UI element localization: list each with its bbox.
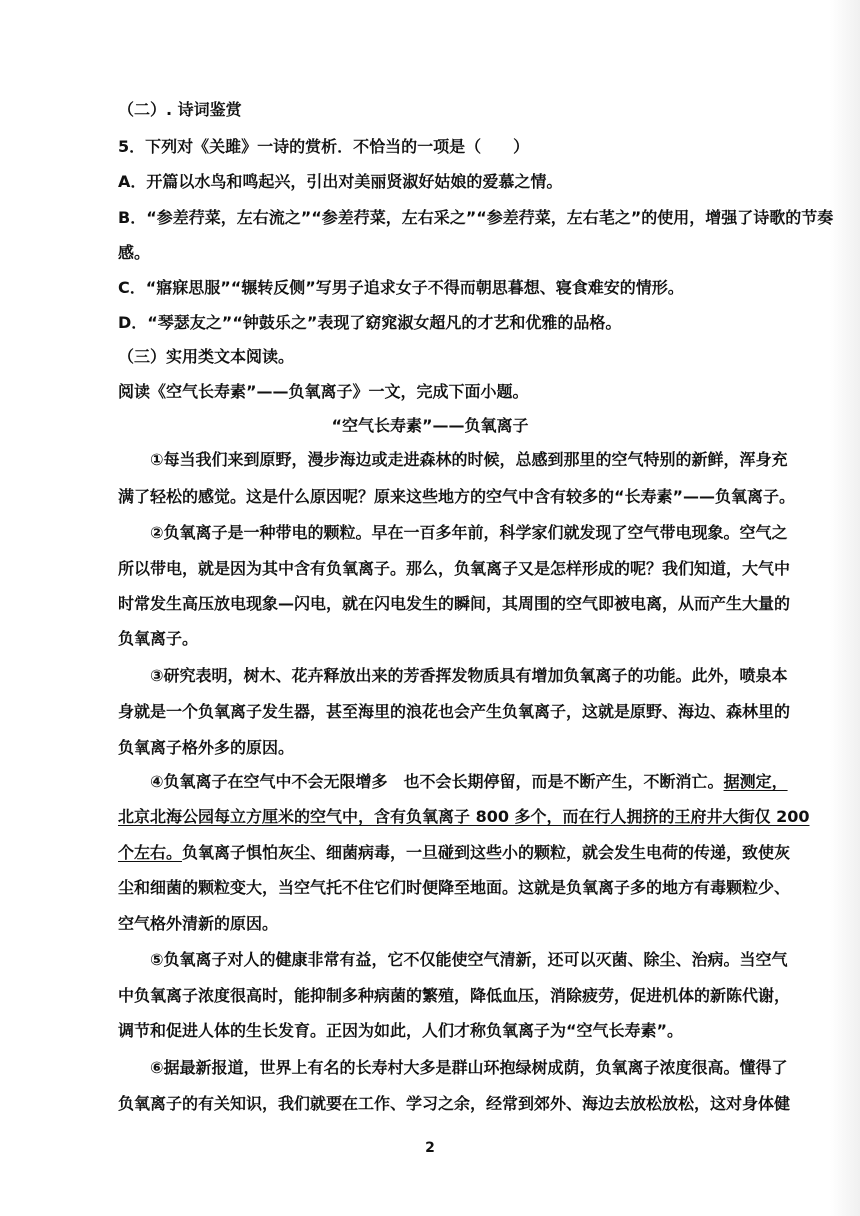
paragraph-4-line3: [118, 843, 790, 863]
question-5-stem: 5．下列对《关雎》一诗的赏析．不恰当的一项是（ ）: [118, 137, 530, 156]
paragraph-1-line2: 满了轻松的感觉。这是什么原因呢？原来这些地方的空气中含有较多的“长寿素”——负氧离子。: [118, 487, 796, 506]
section-heading-poetry: （二）. 诗词鉴赏: [118, 100, 242, 119]
paragraph-5-line3: 调节和促进人体的生长发育。正因为如此，人们才称负氧离子为“空气长寿素”。: [118, 1021, 684, 1040]
paragraph-4-text: ④负氧离子在空气中不会无限增多 也不会长期停留，而是不断产生，不断消亡。: [150, 772, 724, 791]
paragraph-2-line3: 时常发生高压放电现象—闪电，就在闪电发生的瞬间，其周围的空气即被电离，从而产生大量的: [118, 594, 791, 613]
page-number: 2: [425, 1140, 435, 1156]
article-title: “空气长寿素”——负氧离子: [331, 416, 529, 435]
paragraph-4-line1: [150, 772, 788, 792]
paragraph-3-line1: ③研究表明，树木、花卉释放出来的芳香挥发物质具有增加负氧离子的功能。此外，喷泉本: [150, 666, 788, 685]
underlined-text: 据测定，: [723, 772, 788, 791]
section-heading-practical: （三）实用类文本阅读。: [118, 347, 295, 366]
option-c: C．“寤寐思服”“辗转反侧”写男子追求女子不得而朝思暮想、寝食难安的情形。: [118, 278, 684, 297]
paragraph-2-line4: 负氧离子。: [118, 629, 199, 648]
paragraph-4-line2-underlined: 北京北海公园每立方厘米的空气中，含有负氧离子 800 多个，而在行人拥挤的王府井大街仅 200: [118, 807, 810, 826]
paragraph-2-line1: ②负氧离子是一种带电的颗粒。早在一百多年前，科学家们就发现了空气带电现象。空气之: [150, 523, 788, 542]
paragraph-4-line4: 尘和细菌的颗粒变大，当空气托不住它们时便降至地面。这就是负氧离子多的地方有毒颗粒少、: [118, 878, 791, 897]
option-d: D．“琴瑟友之”“钟鼓乐之”表现了窈窕淑女超凡的才艺和优雅的品格。: [118, 313, 622, 332]
underlined-text: 个左右。: [118, 843, 183, 862]
paragraph-5-line2: 中负氧离子浓度很高时，能抑制多种病菌的繁殖，降低血压，消除疲劳，促进机体的新陈代谢，: [118, 986, 791, 1005]
paragraph-4-line5: 空气格外清新的原因。: [118, 914, 279, 933]
reading-instruction: 阅读《空气长寿素”——负氧离子》一文，完成下面小题。: [118, 382, 529, 401]
paragraph-5-line1: ⑤负氧离子对人的健康非常有益，它不仅能使空气清新，还可以灭菌、除尘、治病。当空气: [150, 950, 788, 969]
paragraph-3-line2: 身就是一个负氧离子发生器，甚至海里的浪花也会产生负氧离子，这就是原野、海边、森林里的: [118, 702, 791, 721]
paragraph-4-text: 负氧离子惧怕灰尘、细菌病毒，一旦碰到这些小的颗粒，就会发生电荷的传递，致使灰: [182, 843, 791, 862]
page-edge-shadow: [830, 0, 860, 1216]
option-b-line2: 感。: [118, 243, 151, 262]
option-a: A．开篇以水鸟和鸣起兴，引出对美丽贤淑好姑娘的爱慕之情。: [118, 172, 563, 191]
paragraph-6-line2: 负氧离子的有关知识，我们就要在工作、学习之余，经常到郊外、海边去放松放松，这对身体健: [118, 1094, 791, 1113]
paragraph-2-line2: 所以带电，就是因为其中含有负氧离子。那么，负氧离子又是怎样形成的呢？我们知道，大气中: [118, 559, 791, 578]
option-b-line1: B．“参差荇菜，左右流之”“参差荇菜，左右采之”“参差荇菜，左右芼之”的使用，增强了诗歌的节奏: [118, 208, 834, 227]
paragraph-3-line3: 负氧离子格外多的原因。: [118, 738, 295, 757]
paragraph-1-line1: ①每当我们来到原野，漫步海边或走进森林的时候，总感到那里的空气特别的新鲜，浑身充: [150, 450, 788, 469]
paragraph-6-line1: ⑥据最新报道，世界上有名的长寿村大多是群山环抱绿树成荫，负氧离子浓度很高。懂得了: [150, 1058, 788, 1077]
